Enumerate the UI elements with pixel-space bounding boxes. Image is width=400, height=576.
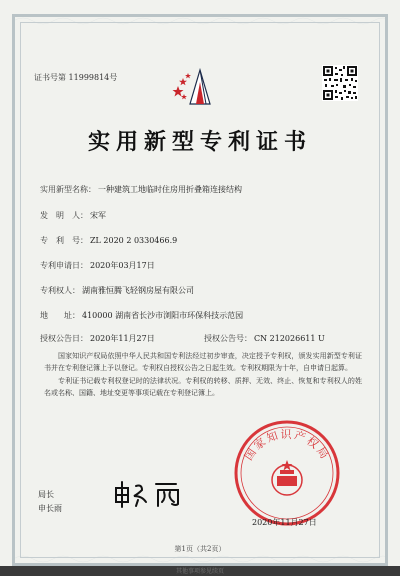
patentee-label: 专利权人： [40,286,80,295]
announcement-number-label: 授权公告号： [204,334,252,343]
address-value: 410000 湖南省长沙市浏阳市环保科技示范园 [82,311,244,320]
utility-model-name-value: 一种建筑工地临时住房用折叠箱连接结构 [98,185,242,194]
director-signature-icon [112,480,192,508]
certificate-title: 实用新型专利证书 [87,129,312,155]
certificate-number-label: 证书号第 [34,73,66,82]
patent-number-value: ZL 2020 2 0330466.9 [90,236,178,245]
bottom-note: 其他事项参见续页 [175,568,224,575]
filing-date-label: 专利申请日： [40,261,88,270]
seal-date: 2020年11月27日 [252,518,317,527]
announcement-number-field [204,333,325,344]
svg-text:国家知识产权局: 国家知识产权局 [241,428,333,463]
director-name: 申长雨 [38,504,62,513]
inventor-label: 发 明 人： [40,211,88,220]
notice-text [44,350,362,400]
announcement-number-value: CN 212026611 U [254,334,325,343]
qr-code-icon [322,65,358,101]
announcement-date-field [40,333,155,344]
patentee-value: 湖南雅恒腾飞轻钢房屋有限公司 [82,286,194,295]
filing-date-value: 2020年03月17日 [90,261,155,270]
inventor-field [40,210,106,221]
patent-office-emblem-icon [170,64,230,114]
filing-date-field [40,260,155,271]
address-field [40,310,243,321]
notice-paragraph-1: 国家知识产权局依照中华人民共和国专利法经过初步审查，决定授予专利权，颁发实用新型专利证书并在专利登记簿上予以登记。专利权自授权公告之日起生效。专利权期限为十年，自申请日起算。 [44,352,362,372]
official-seal-icon [232,418,342,528]
utility-model-name-field [40,184,242,195]
certificate-number [34,72,117,83]
page-number: 第1页（共2页） [174,545,226,553]
patent-number-field [40,235,177,246]
address-label: 地 址： [40,311,80,320]
patentee-field [40,285,194,296]
patent-number-label: 专 利 号： [40,236,88,245]
inventor-value: 宋军 [90,211,106,220]
notice-paragraph-2: 专利证书记载专利权登记时的法律状况。专利权的转移、质押、无效、终止、恢复和专利权人的姓名或名称、国籍、地址变更等事项记载在专利登记簿上。 [44,377,362,397]
announcement-date-value: 2020年11月27日 [90,334,155,343]
director-title: 局长 [38,490,54,499]
utility-model-name-label: 实用新型名称： [40,185,96,194]
announcement-date-label: 授权公告日： [40,334,88,343]
certificate-number-value: 11999814号 [68,73,118,82]
